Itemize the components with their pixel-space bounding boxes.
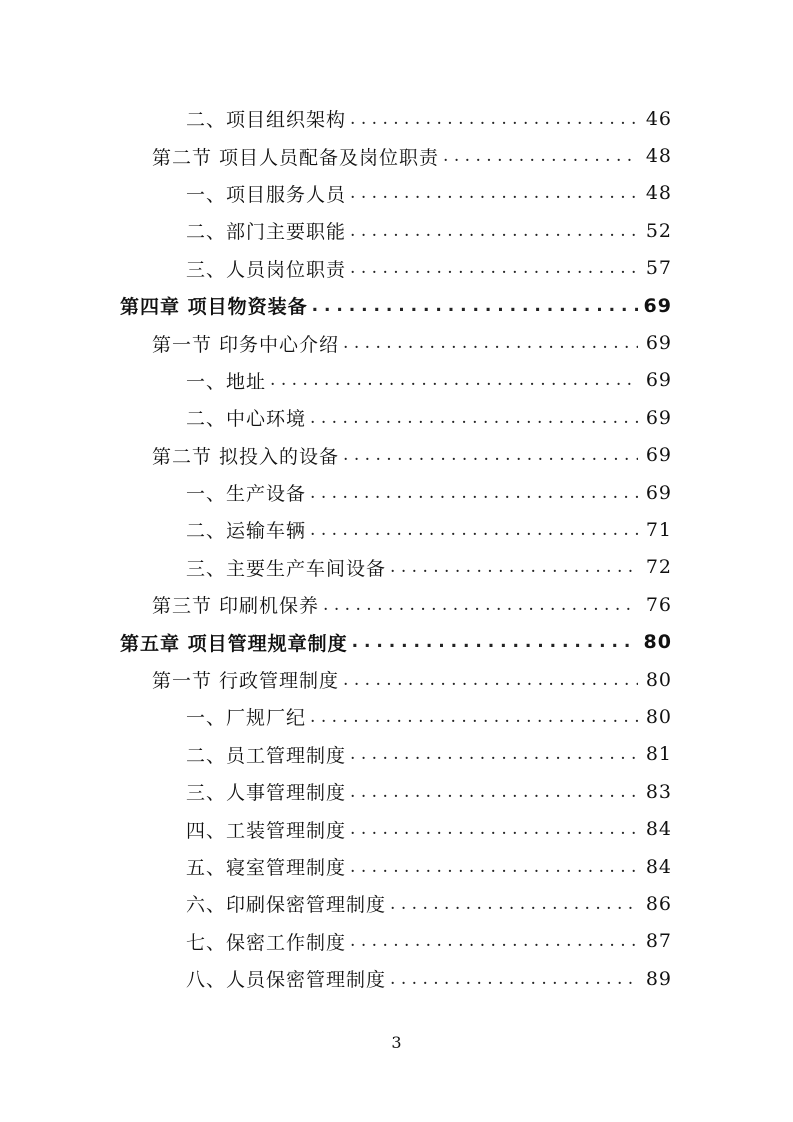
toc-entry-page: 52 (638, 220, 672, 242)
toc-entry[interactable] (0, 437, 793, 474)
toc-entry-page: 69 (638, 407, 672, 429)
toc-dot-leader (350, 857, 638, 877)
toc-entry[interactable] (0, 885, 793, 922)
toc-dot-leader (312, 296, 638, 316)
toc-entry-label: 八、人员保密管理制度 (186, 965, 390, 992)
toc-entry-label: 第五章 项目管理规章制度 (120, 629, 352, 656)
toc-entry[interactable] (0, 586, 793, 623)
toc-entry-page: 76 (638, 594, 672, 616)
toc-entry[interactable] (0, 736, 793, 773)
toc-entry-label: 一、厂规厂纪 (186, 703, 310, 730)
toc-dot-leader (350, 782, 638, 802)
toc-entry[interactable] (0, 250, 793, 287)
toc-dot-leader (390, 894, 638, 914)
toc-entry-page: 81 (638, 743, 672, 765)
toc-entry-label: 三、主要生产车间设备 (186, 554, 390, 581)
toc-entry-page: 89 (638, 968, 672, 990)
toc-entry-page: 69 (638, 332, 672, 354)
toc-dot-leader (343, 670, 638, 690)
toc-entry-page: 72 (638, 556, 672, 578)
toc-entry-label: 第三节 印刷机保养 (152, 591, 323, 618)
toc-dot-leader (350, 819, 638, 839)
toc-dot-leader (343, 445, 638, 465)
toc-entry-label: 第一节 印务中心介绍 (152, 330, 343, 357)
toc-dot-leader (350, 744, 638, 764)
toc-entry[interactable] (0, 549, 793, 586)
toc-entry-label: 三、人员岗位职责 (186, 255, 350, 282)
toc-entry-page: 84 (638, 856, 672, 878)
toc-entry-page: 48 (638, 182, 672, 204)
toc-entry[interactable] (0, 773, 793, 810)
toc-dot-leader (323, 595, 638, 615)
page-number: 3 (391, 1033, 402, 1052)
toc-entry[interactable] (0, 698, 793, 735)
toc-entry-page: 69 (638, 369, 672, 391)
toc-dot-leader (270, 370, 638, 390)
toc-entry-label: 二、中心环境 (186, 404, 310, 431)
toc-entry-page: 80 (638, 669, 672, 691)
toc-entry[interactable] (0, 399, 793, 436)
toc-entry-label: 二、员工管理制度 (186, 741, 350, 768)
toc-entry-page: 69 (638, 482, 672, 504)
toc-entry-label: 二、项目组织架构 (186, 105, 350, 132)
toc-dot-leader (350, 258, 638, 278)
toc-entry-page: 48 (638, 145, 672, 167)
toc-entry-label: 一、地址 (186, 367, 270, 394)
toc-entry-label: 四、工装管理制度 (186, 816, 350, 843)
toc-entry-label: 第二节 项目人员配备及岗位职责 (152, 143, 443, 170)
toc-entry[interactable] (0, 474, 793, 511)
toc-entry-label: 第一节 行政管理制度 (152, 666, 343, 693)
toc-dot-leader (310, 483, 638, 503)
toc-chapter-entry[interactable] (0, 287, 793, 324)
toc-entry-page: 69 (638, 295, 672, 317)
toc-chapter-entry[interactable] (0, 623, 793, 660)
toc-entry-label: 一、项目服务人员 (186, 180, 350, 207)
toc-entry-page: 84 (638, 818, 672, 840)
toc-dot-leader (390, 969, 638, 989)
toc-entry[interactable] (0, 212, 793, 249)
toc-dot-leader (350, 109, 638, 129)
toc-dot-leader (443, 146, 638, 166)
toc-dot-leader (310, 520, 638, 540)
toc-entry[interactable] (0, 923, 793, 960)
toc-entry-label: 一、生产设备 (186, 479, 310, 506)
toc-entry-page: 57 (638, 257, 672, 279)
toc-dot-leader (390, 557, 638, 577)
toc-dot-leader (310, 707, 638, 727)
toc-entry-page: 87 (638, 930, 672, 952)
toc-entry-page: 69 (638, 444, 672, 466)
toc-dot-leader (350, 221, 638, 241)
toc-entry[interactable] (0, 175, 793, 212)
toc-dot-leader (310, 408, 638, 428)
toc-entry[interactable] (0, 960, 793, 997)
toc-entry[interactable] (0, 848, 793, 885)
toc-dot-leader (352, 632, 638, 652)
toc-entry[interactable] (0, 324, 793, 361)
toc-entry[interactable] (0, 511, 793, 548)
toc-entry-label: 六、印刷保密管理制度 (186, 890, 390, 917)
toc-dot-leader (350, 931, 638, 951)
toc-dot-leader (343, 333, 638, 353)
toc-entry[interactable] (0, 137, 793, 174)
toc-dot-leader (350, 183, 638, 203)
toc-entry[interactable] (0, 362, 793, 399)
toc-entry-page: 46 (638, 108, 672, 130)
toc-entry-page: 71 (638, 519, 672, 541)
toc-entry-label: 二、部门主要职能 (186, 217, 350, 244)
toc-entry-label: 二、运输车辆 (186, 516, 310, 543)
toc-entry-label: 七、保密工作制度 (186, 928, 350, 955)
toc-entry[interactable] (0, 661, 793, 698)
toc-entry-label: 五、寝室管理制度 (186, 853, 350, 880)
toc-entry-page: 86 (638, 893, 672, 915)
toc-entry-page: 80 (638, 631, 672, 653)
toc-entry-page: 80 (638, 706, 672, 728)
toc-entry-label: 三、人事管理制度 (186, 778, 350, 805)
toc-entry[interactable] (0, 810, 793, 847)
toc-entry-label: 第二节 拟投入的设备 (152, 442, 343, 469)
table-of-contents (0, 100, 793, 997)
toc-entry[interactable] (0, 100, 793, 137)
toc-entry-page: 83 (638, 781, 672, 803)
toc-entry-label: 第四章 项目物资装备 (120, 292, 312, 319)
